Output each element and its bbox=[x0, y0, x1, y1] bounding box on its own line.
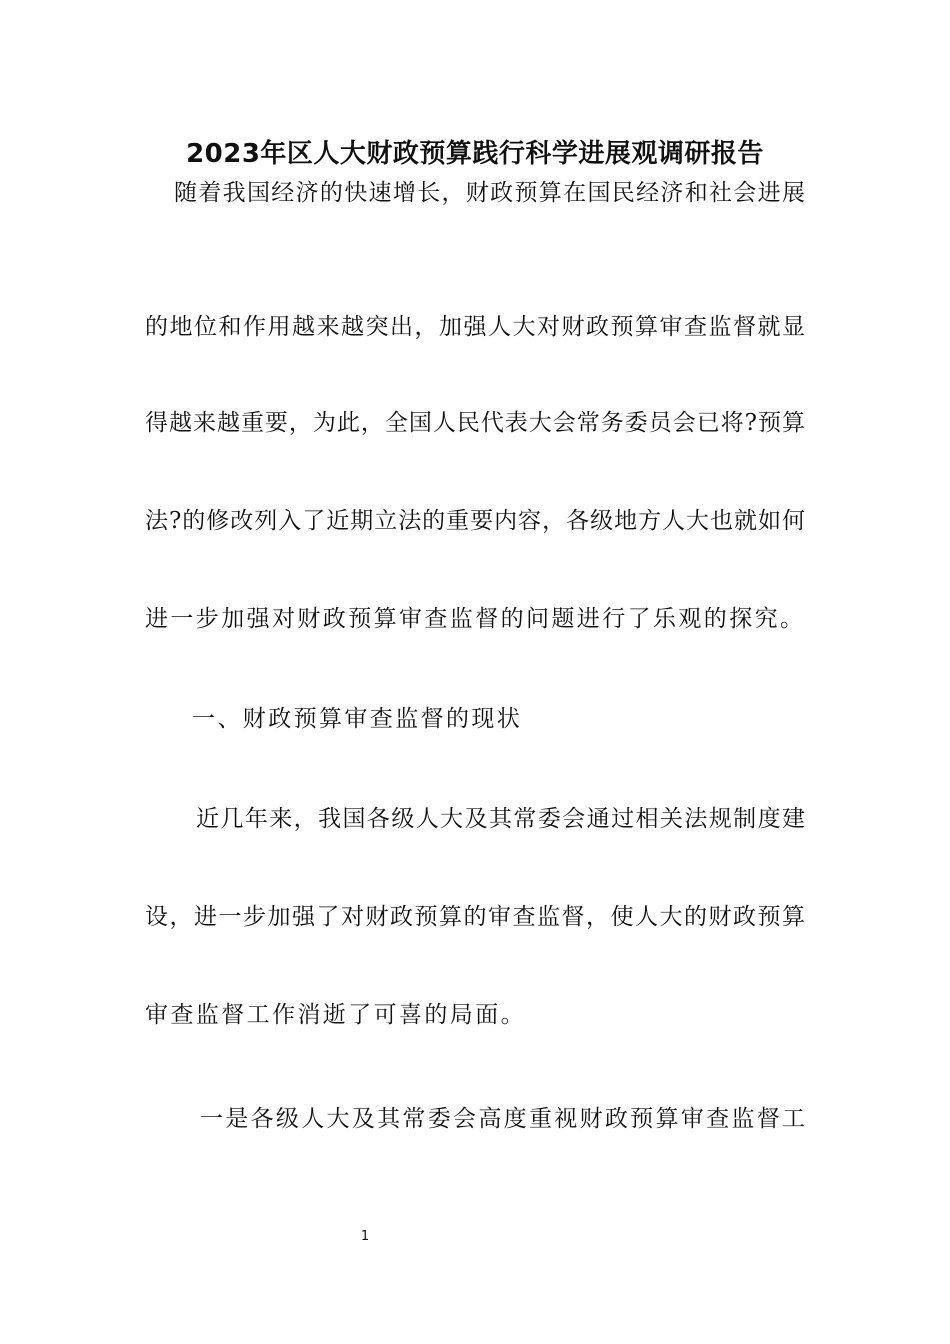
paragraph-line-8: 审查监督工作消逝了可喜的局面。 bbox=[145, 1002, 526, 1028]
section-heading: 一、财政预算审查监督的现状 bbox=[192, 706, 523, 732]
paragraph-line-1: 随着我国经济的快速增长，财政预算在国民经济和社会进展 bbox=[174, 180, 805, 206]
paragraph-line-3: 得越来越重要，为此，全国人民代表大会常务委员会已将?预算 bbox=[145, 410, 805, 436]
paragraph-line-4: 法?的修改列入了近期立法的重要内容，各级地方人大也就如何 bbox=[145, 508, 805, 534]
page-number: 1 bbox=[360, 1229, 370, 1244]
paragraph-line-5: 进一步加强对财政预算审查监督的问题进行了乐观的探究。 bbox=[145, 606, 806, 632]
paragraph-line-9: 一是各级人大及其常委会高度重视财政预算审查监督工 bbox=[200, 1106, 805, 1132]
paragraph-line-6: 近几年来，我国各级人大及其常委会通过相关法规制度建 bbox=[196, 806, 805, 832]
paragraph-line-7: 设，进一步加强了对财政预算的审查监督，使人大的财政预算 bbox=[145, 904, 805, 930]
paragraph-line-2: 的地位和作用越来越突出，加强人大对财政预算审查监督就显 bbox=[145, 314, 805, 340]
document-title: 2023年区人大财政预算践行科学进展观调研报告 bbox=[186, 139, 764, 169]
